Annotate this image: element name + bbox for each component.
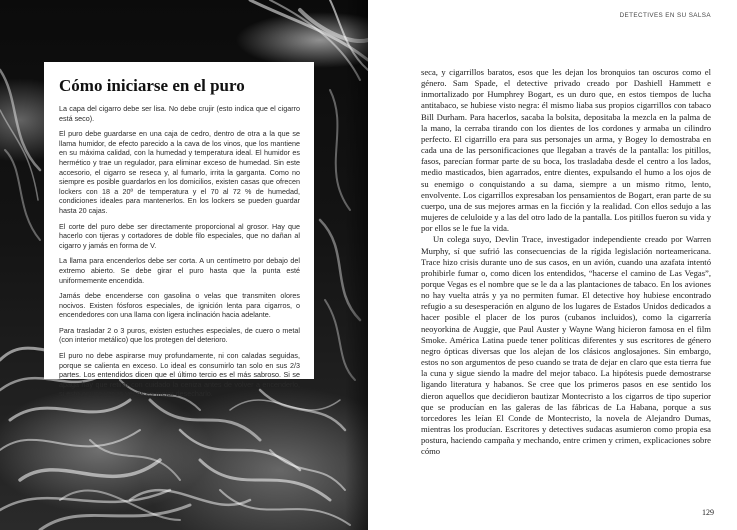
body-paragraph: Un colega suyo, Devlin Trace, investigador independiente creado por Warren Murphy, sí que sufrió las consecuencias de la rígida legislación norteamericana. Trace hizo crisis durante uno de sus casos, en un avión, cuando una azafata intentó prohibirle fumar o, como dicen los entendidos, “hacerse el camino de Las Vegas”, porque Vegas es el nombre que se le da a las plantaciones de tabaco. En los aviones no hay vuelta atrás y ya no permiten fumar. El detective hoy hubiese encontrado refugio a su desesperación en alguno de los lugares de Estados Unidos dedicados a hacer posible el placer de los puros (cubanos incluidos), como la cigarrería neoyorkina de Auggie, que Paul Auster y Wayne Wang hicieron famosa en el film Smoke. América Latina puede tener políticas diferentes y sus escritores de género negro ópticas diversas que los alejan de los clásicos anglosajones. Sin embargo, estos no son argumentos de peso cuando se trata de dejar en claro que esta tierra fue la cuna y sigue siendo la madre del mejor tabaco. La hipótesis puede demostrarse ligando literatura y habanos. Se cree que los primeros pasos en ese sentido los dieron aquellos que decidieron bautizar Montecristo a los cigarros de tipo superior que se producían en las galeras de las fábricas de La Habana, porque a sus torcedores les leían El Conde de Montecristo, la novela de Alejandro Dumas, mientras los producían. Escritores y detectives sudacas asumieron como propia esa postura, haciendo campaña y mechando, entre crimen y crimen, explicaciones sobre cómo: [421, 234, 711, 457]
running-head: DETECTIVES EN SU SALSA: [619, 12, 711, 19]
sidebar-paragraph: El corte del puro debe ser directamente proporcional al grosor. Hay que hacerlo con tijeras y cortadores de doble filo especiales, que no dañan al cigarro y jamás en forma de V.: [59, 221, 300, 250]
left-page-smoke-photo: [0, 0, 368, 530]
gutter-shadow: [345, 0, 368, 530]
body-paragraph: seca, y cigarrillos baratos, esos que les dejan los bronquios tan oscuros como el género. Sam Spade, el detective privado creado por Dashiell Hammett e inmortalizado por Humphrey Bogart, es un duro que, en estos tiempos de lucha antitabaco, se hubiese visto negra: él mismo liaba sus propios cigarrillos con tabaco Bill Durham. Para hacerlos, sacaba la bolsita, depositaba la mezcla en la palma de la mano, la cerraba tirando con los dientes de los cordones y armaba un cilindro perfecto. El cigarrillo era para sus personajes un arma, y Bogey lo demostraba en cada una de las personificaciones que llegaban a través de la pantalla: los pitillos, fasos, parecían formar parte de su boca, los trasladaba desde el centro a los lados, medio masticados, bien agarrados, entre dientes, expulsando el humo a los ojos de su enemigo o conquistando a su dama, siempre a un mismo ritmo, lento, envolvente. Los cigarrillos expresaban los pensamientos de Bogart, eran parte de su cuerpo, una de sus mejores armas en la ficción y la realidad. Con ellos sedujo a las mujeres de celuloide y a las del otro lado de la pantalla. Los pitillos fueron su vida y por ellos se le fue la vida.: [421, 67, 711, 234]
sidebar-title: Cómo iniciarse en el puro: [59, 76, 245, 95]
sidebar-paragraph: La llama para encenderlos debe ser corta. A un centímetro por debajo del extremo abierto. Se debe girar el puro hasta que la punta esté uniformemente encendida.: [59, 256, 300, 285]
sidebar-paragraph: Jamás debe encenderse con gasolina o velas que transmiten olores nocivos. Existen fósforos especiales, de ignición lenta para cigarros, o encendedores con una llama con ligera inclinación hacia adelante.: [59, 291, 300, 320]
body-text: [421, 67, 711, 457]
sidebar-paragraph: El puro debe guardarse en una caja de cedro, dentro de otra a la que se llama humidor, de efecto parecido a la cava de los vinos, que los mantiene en su máxima calidad, con la humedad y temperatura ideal. El humidor es hermético y trae un regulador, para eliminar exceso de humedad. Sin este accesorio, el cigarro se reseca y, al fumarlo, irrita la garganta. Como no siempre es posible guardarlos en los domicilios, existen casas que ofrecen lockers con 18 a 20º de temperatura y el 70 al 72 % de humedad, condiciones ideales para mantenerlos. En los lockers se pueden guardar hasta 20 cajas.: [59, 129, 300, 215]
sidebar-paragraph: La capa del cigarro debe ser lisa. No debe crujir (esto indica que el cigarro está seco).: [59, 104, 300, 123]
sidebar-paragraph: El puro no debe aspirarse muy profundamente, ni con caladas seguidas, porque se calienta en exceso. Lo ideal es consumirlo tan solo en sus 2/3 partes. Los entendidos dicen que el último tercio es el más sabroso. Si se apaga hay que retirar con cuidado la ceniza antes de volver a encenderlo, si esto ocurre varias veces es mejor desecharlo.: [59, 351, 300, 399]
page-number: 129: [702, 508, 714, 517]
right-page: [368, 0, 737, 530]
sidebar-paragraph: Para trasladar 2 o 3 puros, existen estuches especiales, de cuero o metal (con interior metálico) que los protegen del deterioro.: [59, 325, 300, 345]
sidebar-box: [44, 62, 314, 399]
